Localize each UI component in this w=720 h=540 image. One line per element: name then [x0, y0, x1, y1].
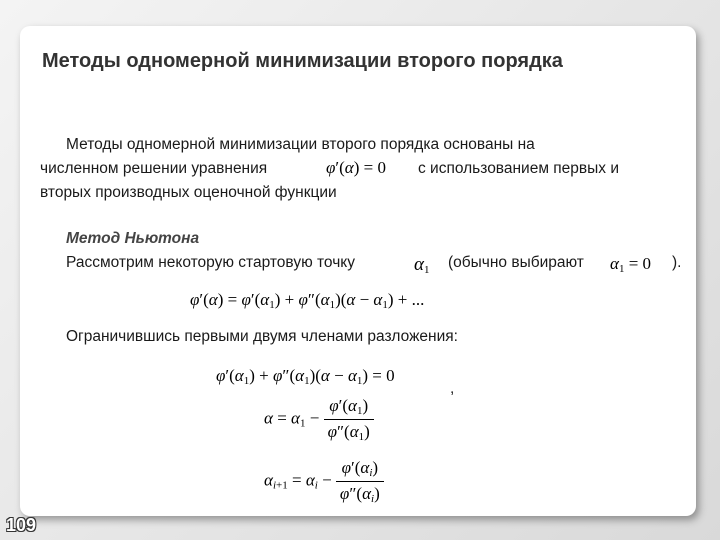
close-paren: ).: [672, 254, 682, 271]
comma: ,: [450, 380, 455, 397]
intro-line-3: вторых производных оценочной функции: [40, 184, 337, 201]
limit-text: Ограничившись первыми двумя членами разложения:: [66, 328, 458, 345]
method-heading: Метод Ньютона: [66, 230, 200, 247]
alpha-1-symbol: $\alpha_1$: [414, 254, 430, 276]
alpha-1-zero: $\alpha_1 = 0$: [610, 254, 652, 275]
slide-card: [20, 26, 696, 516]
intro-line-2b: с использованием первых и: [418, 160, 620, 177]
alpha-solution: $\alpha = \alpha_1$ − $\frac{\varphi'(\alpha_1)}{\varphi''(\alpha_1)}$: [264, 396, 374, 443]
slide-title: Методы одномерной минимизации второго порядка: [42, 50, 563, 72]
page-number: 109: [6, 515, 37, 535]
newton-iteration: $\alpha_{i+1} = \alpha_i$ − $\frac{\varphi'(\alpha_i)}{\varphi''(\alpha_i)}$: [264, 458, 384, 505]
taylor-expansion: $\varphi'(\alpha) = \varphi'(\alpha_1) + \varphi''(\alpha_1)(\alpha - \alpha_1)$ + ...: [190, 290, 425, 311]
equation-phi-prime-zero: φ′(α) = 0: [326, 158, 386, 177]
intro-line-1: Методы одномерной минимизации второго порядка основаны на: [66, 136, 535, 153]
start-point-text: Рассмотрим некоторую стартовую точку: [66, 254, 355, 271]
usually-text: (обычно выбирают: [448, 254, 584, 271]
linearized-equation: $\varphi'(\alpha_1) + \varphi''(\alpha_1)(\alpha - \alpha_1) = 0$: [216, 366, 395, 387]
intro-line-2a: численном решении уравнения: [40, 160, 268, 177]
